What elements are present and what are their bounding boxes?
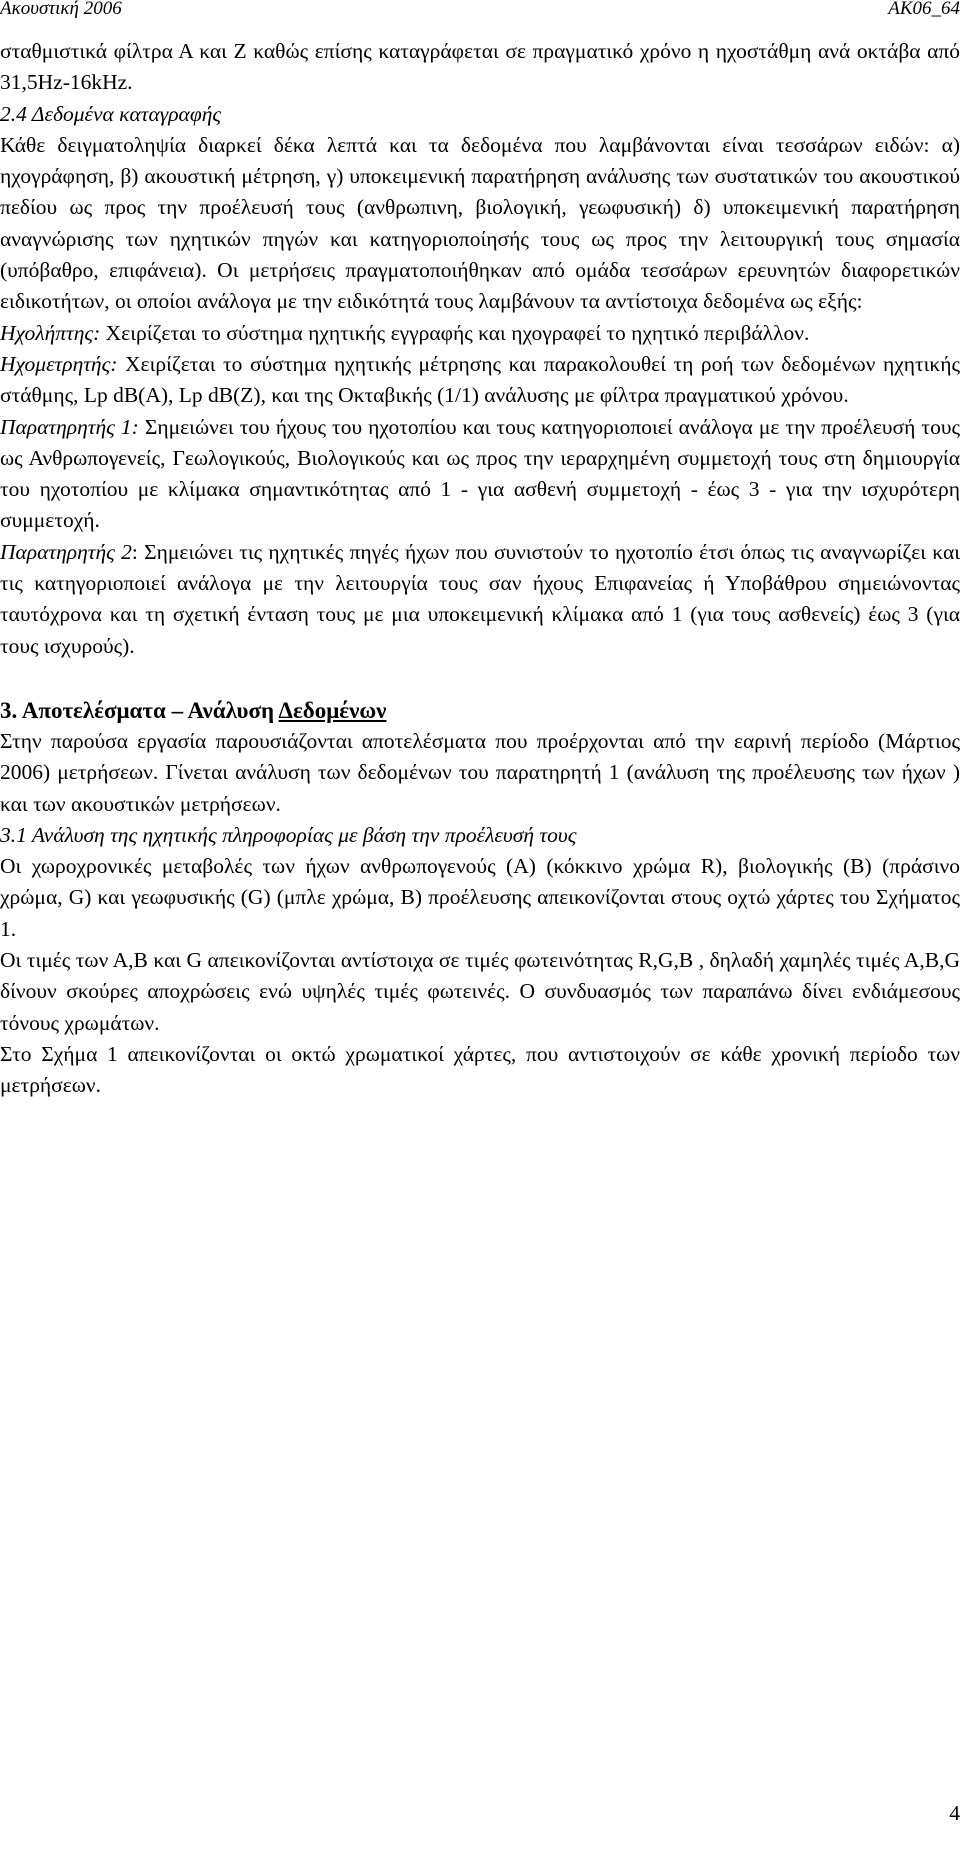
subsection-heading-3-1: 3.1 Ανάλυση της ηχητικής πληροφορίας με βάση την προέλευσή τους	[0, 822, 577, 847]
page-number: 4	[949, 1801, 960, 1825]
role-label: Ηχομετρητής:	[0, 351, 118, 376]
subsection-heading-2-4: 2.4 Δεδομένα καταγραφής	[0, 101, 222, 126]
section-heading-3	[0, 695, 960, 726]
role-text: Χειρίζεται το σύστημα ηχητικής εγγραφής και ηχογραφεί το ηχητικό περιβάλλον.	[100, 320, 810, 345]
role-sound-recordist	[0, 318, 960, 349]
document-body	[0, 36, 960, 1102]
role-text: Σημειώνει του ήχους του ηχοτοπίου και τους κατηγοριοποιεί ανάλογα με την προέλευσή τους ως Ανθρωπογενείς, Γεωλογικούς, Βιολογικούς και ως προς την ιεραρχημένη συμμετοχή τους στη δημιουργία του ηχοτοπίου με κλίμακα σημαντικότητας από 1 - για ασθενή συμμετοχή - έως 3 - για την ισχυρότερη συμμετοχή.	[0, 414, 960, 533]
paragraph-intro: σταθμιστικά φίλτρα Α και Ζ καθώς επίσης καταγράφεται σε πραγματικό χρόνο η ηχοστάθμη ανά οκτάβα από 31,5Hz-16kHz.	[0, 39, 960, 95]
paragraph-results: Στην παρούσα εργασία παρουσιάζονται αποτελέσματα που προέρχονται από την εαρινή περίοδο (Μάρτιος 2006) μετρήσεων. Γίνεται ανάλυση των δεδομένων του παρατηρητή 1 (ανάλυση της προέλευσης των ήχων ) και των ακουστικών μετρήσεων.	[0, 728, 960, 816]
role-label: Ηχολήπτης:	[0, 320, 101, 345]
role-observer-1	[0, 412, 960, 537]
role-text: : Σημειώνει τις ηχητικές πηγές ήχων που συνιστούν το ηχοτοπίο έτσι όπως τις αναγνωρίζει και τις κατηγοριοποιεί ανάλογα με την λειτουργία τους σαν ήχους Επιφανείας ή Υποβάθρου σημειώνοντας ταυτόχρονα και τη σχετική ένταση τους με μια υποκειμενική κλίμακα από 1 (για τους ασθενείς) έως 3 (για τους ισχυρούς).	[0, 539, 960, 658]
paragraph-color-mapping: Οι χωροχρονικές μεταβολές των ήχων ανθρωπογενούς (Α) (κόκκινο χρώμα R), βιολογικής (Β) (πράσινο χρώμα, G) και γεωφυσικής (G) (μπλε χρώμα, B) προέλευσης απεικονίζονται στους οχτώ χάρτες του Σχήματος 1.	[0, 854, 960, 941]
role-sound-meter-operator	[0, 349, 960, 412]
role-observer-2	[0, 537, 960, 662]
paragraph-values: Οι τιμές των Α,Β και G απεικονίζονται αντίστοιχα σε τιμές φωτεινότητας R,G,B , δηλαδή χαμηλές τιμές Α,Β,G δίνουν σκούρες αποχρώσεις ενώ υψηλές τιμές φωτεινές. Ο συνδυασμός των παραπάνω δίνει ενδιάμεσους τόνους χρωμάτων.	[0, 948, 960, 1035]
header-right: ΑΚ06_64	[888, 0, 960, 19]
header-left: Ακουστική 2006	[0, 0, 122, 19]
role-text: Χειρίζεται το σύστημα ηχητικής μέτρησης και παρακολουθεί τη ροή των δεδομένων ηχητικής στάθμης, Lp dB(A), Lp dB(Z), και της Οκταβικής (1/1) ανάλυσης με φίλτρα πραγματικού χρόνου.	[0, 351, 960, 408]
section-heading-prefix: 3. Αποτελέσματα – Ανάλυση	[0, 697, 279, 723]
role-label: Παρατηρητής 2	[0, 539, 132, 564]
page-header	[0, 0, 960, 22]
paragraph-figure: Στο Σχήμα 1 απεικονίζονται οι οκτώ χρωματικοί χάρτες, που αντιστοιχούν σε κάθε χρονική περίοδο των μετρήσεων.	[0, 1041, 960, 1098]
section-heading-underlined: Δεδομένων	[278, 697, 387, 723]
paragraph-recording-data: Κάθε δειγματοληψία διαρκεί δέκα λεπτά και τα δεδομένα που λαμβάνονται είναι τεσσάρων ειδών: α) ηχογράφηση, β) ακουστική μέτρηση, γ) υποκειμενική παρατήρηση ανάλυσης των συστατικών του ακουστικού πεδίου ως προς την προέλευσή τους (ανθρωπινη, βιολογική, γεωφυσική) δ) υποκειμενική παρατήρηση αναγνώρισης των ηχητικών πηγών και κατηγοριοποίησής τους ως προς την λειτουργική τους σημασία (υπόβαθρο, επιφάνεια). Οι μετρήσεις πραγματοποιήθηκαν από ομάδα τεσσάρων ερευνητών διαφορετικών ειδικοτήτων, οι οποίοι ανάλογα με την ειδικότητά τους λαμβάνουν τα αντίστοιχα δεδομένα ως εξής:	[0, 132, 960, 314]
role-label: Παρατηρητής 1:	[0, 414, 139, 439]
